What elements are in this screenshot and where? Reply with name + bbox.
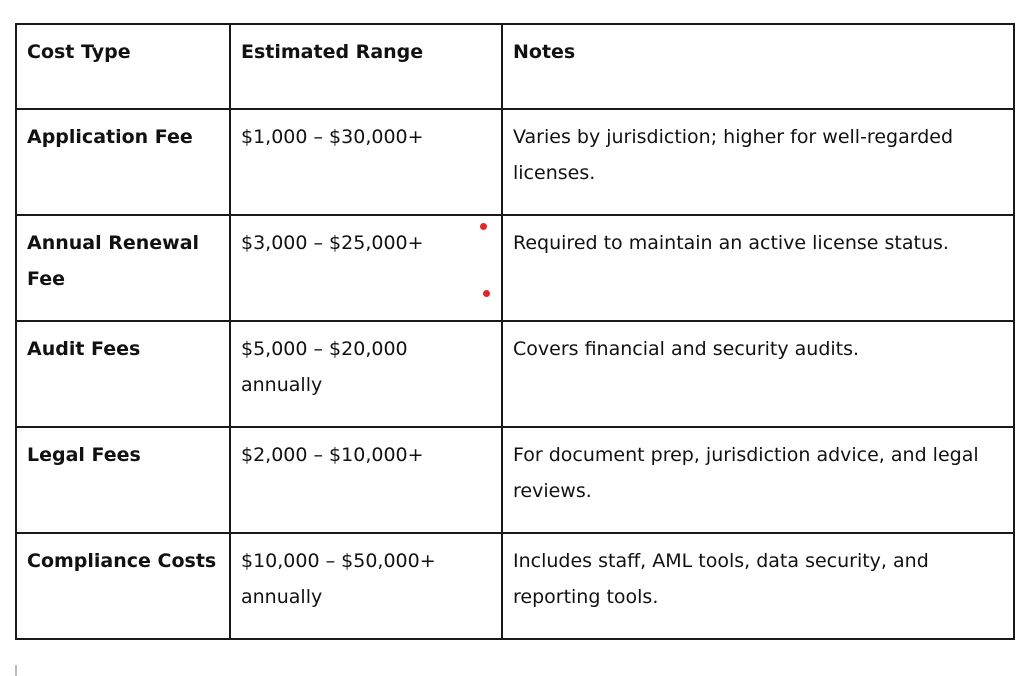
page-margin-line bbox=[15, 665, 17, 676]
header-cost-type: Cost Type bbox=[16, 24, 230, 109]
cost-type-cell: Application Fee bbox=[16, 109, 230, 215]
table-row bbox=[16, 215, 1014, 321]
notes-cell: Required to maintain an active license status. bbox=[502, 215, 1014, 321]
red-marker-dot-icon bbox=[480, 223, 487, 230]
table-row bbox=[16, 533, 1014, 639]
cost-table bbox=[15, 23, 1015, 640]
cost-type-cell: Legal Fees bbox=[16, 427, 230, 533]
range-cell: $1,000 – $30,000+ bbox=[230, 109, 502, 215]
range-cell: $3,000 – $25,000+ bbox=[230, 215, 502, 321]
cost-type-cell: Audit Fees bbox=[16, 321, 230, 427]
red-marker-dot-icon bbox=[483, 290, 490, 297]
header-row bbox=[16, 24, 1014, 109]
range-cell: $10,000 – $50,000+ annually bbox=[230, 533, 502, 639]
range-cell: $5,000 – $20,000 annually bbox=[230, 321, 502, 427]
cost-type-cell: Annual Renewal Fee bbox=[16, 215, 230, 321]
notes-cell: Includes staff, AML tools, data security, and reporting tools. bbox=[502, 533, 1014, 639]
notes-cell: Varies by jurisdiction; higher for well-regarded licenses. bbox=[502, 109, 1014, 215]
table-row bbox=[16, 321, 1014, 427]
notes-cell: For document prep, jurisdiction advice, and legal reviews. bbox=[502, 427, 1014, 533]
table-row bbox=[16, 427, 1014, 533]
header-notes: Notes bbox=[502, 24, 1014, 109]
range-cell: $2,000 – $10,000+ bbox=[230, 427, 502, 533]
header-estimated-range: Estimated Range bbox=[230, 24, 502, 109]
table-row bbox=[16, 109, 1014, 215]
cost-type-cell: Compliance Costs bbox=[16, 533, 230, 639]
notes-cell: Covers financial and security audits. bbox=[502, 321, 1014, 427]
